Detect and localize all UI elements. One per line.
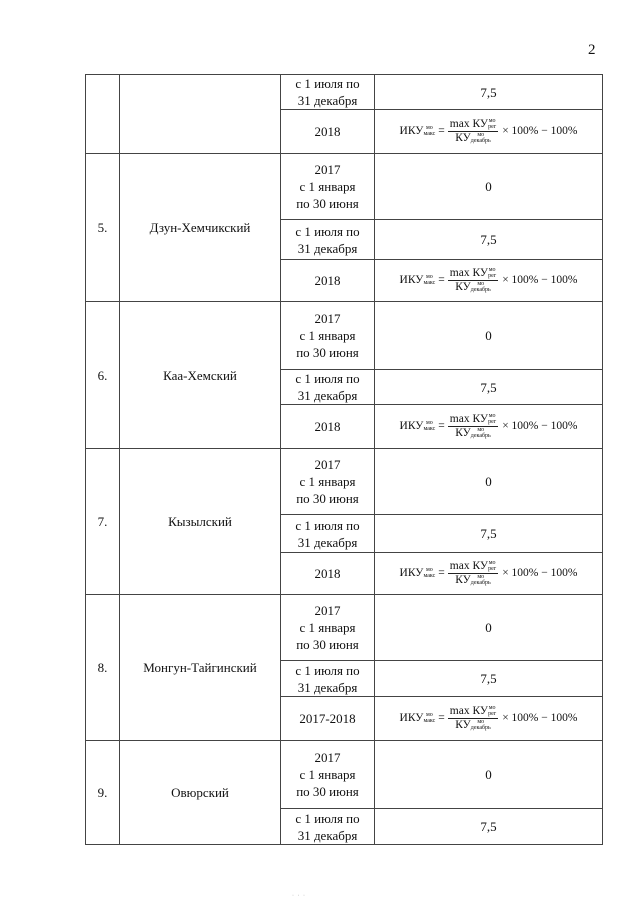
- formula-cell: [375, 553, 603, 595]
- period-cell: 2018: [281, 553, 375, 595]
- period-cell: с 1 июля по 31 декабря: [281, 809, 375, 845]
- period-cell: 2018: [281, 405, 375, 449]
- period-cell: 2017 с 1 января по 30 июня: [281, 154, 375, 220]
- formula-fraction: max КУ мо рег КУ мо декабрь: [449, 413, 497, 440]
- value-cell: 7,5: [375, 370, 603, 405]
- formula-cell: [375, 405, 603, 449]
- formula-fraction: max КУ мо рег КУ мо декабрь: [449, 560, 497, 587]
- municipality-name: Монгун-Тайгинский: [120, 595, 281, 741]
- period-cell: 2017 с 1 января по 30 июня: [281, 449, 375, 515]
- municipality-name: Овюрский: [120, 741, 281, 845]
- value-cell: 0: [375, 595, 603, 661]
- period-cell: с 1 июля по 31 декабря: [281, 75, 375, 110]
- municipality-cell: [120, 75, 281, 154]
- period-cell: 2017 с 1 января по 30 июня: [281, 595, 375, 661]
- period-cell: с 1 июля по 31 декабря: [281, 661, 375, 697]
- formula-lhs: ИКУ мо макс: [399, 420, 436, 433]
- formula-fraction: max КУ мо рег КУ мо декабрь: [449, 118, 497, 145]
- formula-cell: [375, 697, 603, 741]
- formula-cell: [375, 110, 603, 154]
- row-number: 5.: [86, 154, 120, 302]
- value-cell: 0: [375, 449, 603, 515]
- formula-equals: =: [438, 420, 445, 432]
- formula-lhs: ИКУ мо макс: [399, 567, 436, 580]
- period-cell: 2017 с 1 января по 30 июня: [281, 302, 375, 370]
- formula-equals: =: [438, 125, 445, 137]
- formula-equals: =: [438, 274, 445, 286]
- value-cell: 0: [375, 302, 603, 370]
- period-cell: с 1 июля по 31 декабря: [281, 220, 375, 260]
- period-cell: 2017-2018: [281, 697, 375, 741]
- formula-equals: =: [438, 567, 445, 579]
- tariff-table: [85, 74, 603, 845]
- period-cell: 2018: [281, 110, 375, 154]
- value-cell: 7,5: [375, 75, 603, 110]
- formula-lhs: ИКУ мо макс: [399, 274, 436, 287]
- value-cell: 7,5: [375, 661, 603, 697]
- page-number: 2: [588, 42, 596, 58]
- municipality-name: Дзун-Хемчикский: [120, 154, 281, 302]
- municipality-name: Каа-Хемский: [120, 302, 281, 449]
- formula-equals: =: [438, 712, 445, 724]
- period-cell: 2018: [281, 260, 375, 302]
- formula-tail: × 100% − 100%: [502, 274, 578, 286]
- formula-tail: × 100% − 100%: [502, 125, 578, 137]
- period-cell: с 1 июля по 31 декабря: [281, 370, 375, 405]
- formula-tail: × 100% − 100%: [502, 712, 578, 724]
- value-cell: 7,5: [375, 809, 603, 845]
- municipality-name: Кызылский: [120, 449, 281, 595]
- formula-fraction: max КУ мо рег КУ мо декабрь: [449, 705, 497, 732]
- formula-fraction: max КУ мо рег КУ мо декабрь: [449, 267, 497, 294]
- formula-cell: [375, 260, 603, 302]
- period-cell: с 1 июля по 31 декабря: [281, 515, 375, 553]
- value-cell: 7,5: [375, 515, 603, 553]
- row-number: 8.: [86, 595, 120, 741]
- formula-tail: × 100% − 100%: [502, 567, 578, 579]
- row-number: 9.: [86, 741, 120, 845]
- period-cell: 2017 с 1 января по 30 июня: [281, 741, 375, 809]
- value-cell: 7,5: [375, 220, 603, 260]
- formula-lhs: ИКУ мо макс: [399, 712, 436, 725]
- row-number: 6.: [86, 302, 120, 449]
- value-cell: 0: [375, 741, 603, 809]
- value-cell: 0: [375, 154, 603, 220]
- row-number-cell: [86, 75, 120, 154]
- formula-tail: × 100% − 100%: [502, 420, 578, 432]
- scan-mark: · · ·: [292, 893, 306, 899]
- formula-lhs: ИКУ мо макс: [399, 125, 436, 138]
- row-number: 7.: [86, 449, 120, 595]
